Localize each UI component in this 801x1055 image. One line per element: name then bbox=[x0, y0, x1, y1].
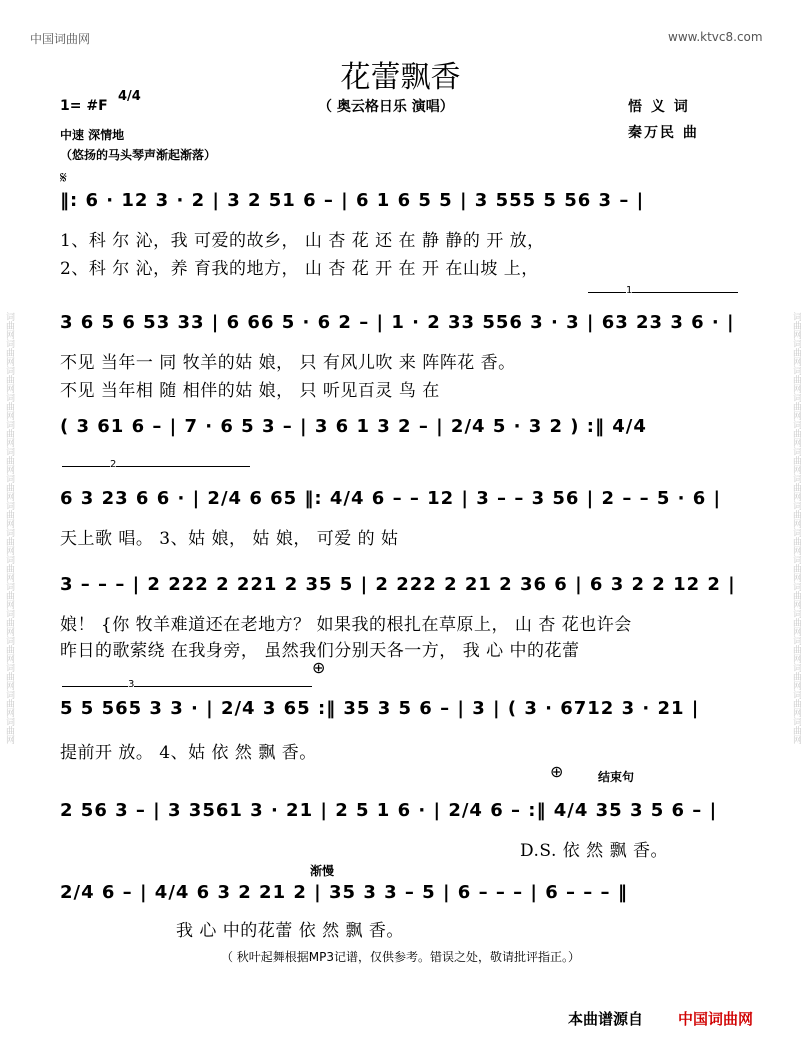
score-line-1-lyric-1: 1、科 尔 沁，我 可爱的故乡， 山 杏 花 还 在 静 静的 开 放， bbox=[60, 231, 545, 251]
score-line-2-notes: 3 6 5 6 53 33 | 6 66 5 · 6 2 – | 1 · 2 33 556 3 · 3 | 63 23 3 6 · | bbox=[60, 312, 735, 333]
score-line-1-lyric-2: 2、科 尔 沁，养 育我的地方， 山 杏 花 开 在 开 在山坡 上， bbox=[60, 259, 539, 279]
watermark-left: 词曲网词曲网词曲网词曲网词曲网词曲网词曲网词曲网词曲网词曲网词曲网词曲网词曲网词曲网词曲网词曲网 bbox=[4, 311, 14, 744]
site-name-left: 中国词曲网 bbox=[30, 32, 91, 46]
score-line-5-notes: 3 – – – | 2 222 2 221 2 35 5 | 2 222 2 21 2 36 6 | 6 3 2 2 12 2 | bbox=[60, 574, 736, 595]
singer: （ 奥云格日乐 演唱） bbox=[318, 99, 454, 115]
lyricist: 悟 义 词 bbox=[628, 99, 690, 115]
ending-2-label: 2 bbox=[110, 459, 117, 470]
transcription-note: （ 秋叶起舞根据MP3记谱，仅供参考。错误之处，敬请批评指正。） bbox=[220, 950, 581, 964]
ending-2-bracket bbox=[62, 459, 250, 478]
score-line-4-notes: 6 3 23 6 6 · | 2/4 6 65 ‖: 4/4 6 – – 12 | 3 – – 3 56 | 2 – – 5 · 6 | bbox=[60, 488, 722, 509]
ending-1-bracket bbox=[588, 285, 738, 304]
site-url-right: www.ktvc8.com bbox=[668, 30, 763, 44]
composer: 秦万民 曲 bbox=[628, 125, 699, 141]
score-line-5-lyric-1: 娘！ {你 牧羊难道还在老地方？ 如果我的根扎在草原上， 山 杏 花也许会 bbox=[60, 615, 632, 635]
key-signature: 1= #F bbox=[60, 98, 108, 114]
watermark-right: 词曲网词曲网词曲网词曲网词曲网词曲网词曲网词曲网词曲网词曲网词曲网词曲网词曲网词曲网词曲网词曲网 bbox=[791, 311, 801, 744]
ritardando-mark: 渐慢 bbox=[310, 864, 335, 878]
source-label: 本曲谱源自 bbox=[568, 1010, 644, 1028]
ending-3-label: 3 bbox=[128, 679, 135, 690]
coda-mark-1: ⊕ bbox=[312, 658, 326, 677]
score-line-8-notes: 2/4 6 – | 4/4 6 3 2 21 2 | 35 3 3 – 5 | 6 – – – | 6 – – – ‖ bbox=[60, 882, 628, 903]
time-signature-text: 4/4 bbox=[118, 89, 141, 104]
score-line-7-notes: 2 56 3 – | 3 3561 3 · 21 | 2 5 1 6 · | 2/4 6 – :‖ 4/4 35 3 5 6 – | bbox=[60, 800, 718, 821]
score-line-7-lyric-1: D.S. 依 然 飘 香。 bbox=[520, 841, 668, 861]
score-line-5-lyric-2: 昨日的歌萦绕 在我身旁， 虽然我们分别天各一方， 我 心 中的花蕾 bbox=[60, 641, 580, 661]
score-line-6-notes: 5 5 565 3 3 · | 2/4 3 65 :‖ 35 3 5 6 – | 3 | ( 3 · 6712 3 · 21 | bbox=[60, 698, 700, 719]
coda-mark-2: ⊕ bbox=[550, 762, 564, 781]
time-signature bbox=[118, 89, 141, 104]
source-link[interactable]: 中国词曲网 bbox=[678, 1010, 754, 1028]
score-line-2-lyric-2: 不见 当年相 随 相伴的姑 娘， 只 听见百灵 鸟 在 bbox=[60, 381, 440, 401]
song-title: 花蕾飘香 bbox=[340, 60, 461, 95]
score-line-3-notes: ( 3 61 6 – | 7 · 6 5 3 – | 3 6 1 3 2 – | 2/4 5 · 3 2 ) :‖ 4/4 bbox=[60, 416, 647, 437]
ending-section-label: 结束句 bbox=[598, 770, 635, 784]
intro-note: （悠扬的马头琴声渐起渐落） bbox=[60, 148, 217, 162]
tempo-marking: 中速 深情地 bbox=[60, 128, 125, 142]
score-line-2-lyric-1: 不见 当年一 同 牧羊的姑 娘， 只 有风儿吹 来 阵阵花 香。 bbox=[60, 353, 516, 373]
score-line-8-lyric-1: 我 心 中的花蕾 依 然 飘 香。 bbox=[176, 921, 404, 941]
score-line-6-lyric-1: 提前开 放。 4、姑 依 然 飘 香。 bbox=[60, 743, 317, 763]
ending-3-bracket bbox=[62, 679, 312, 698]
score-line-1-notes: ‖: 6 · 12 3 · 2 | 3 2 51 6 – | 6 1 6 5 5 | 3 555 5 56 3 – | bbox=[60, 190, 645, 211]
ending-1-label: 1 bbox=[626, 285, 633, 296]
segno-mark: 𝄋 bbox=[60, 168, 67, 187]
score-line-4-lyric-1: 天上歌 唱。 3、姑 娘， 姑 娘， 可爱 的 姑 bbox=[60, 529, 399, 549]
